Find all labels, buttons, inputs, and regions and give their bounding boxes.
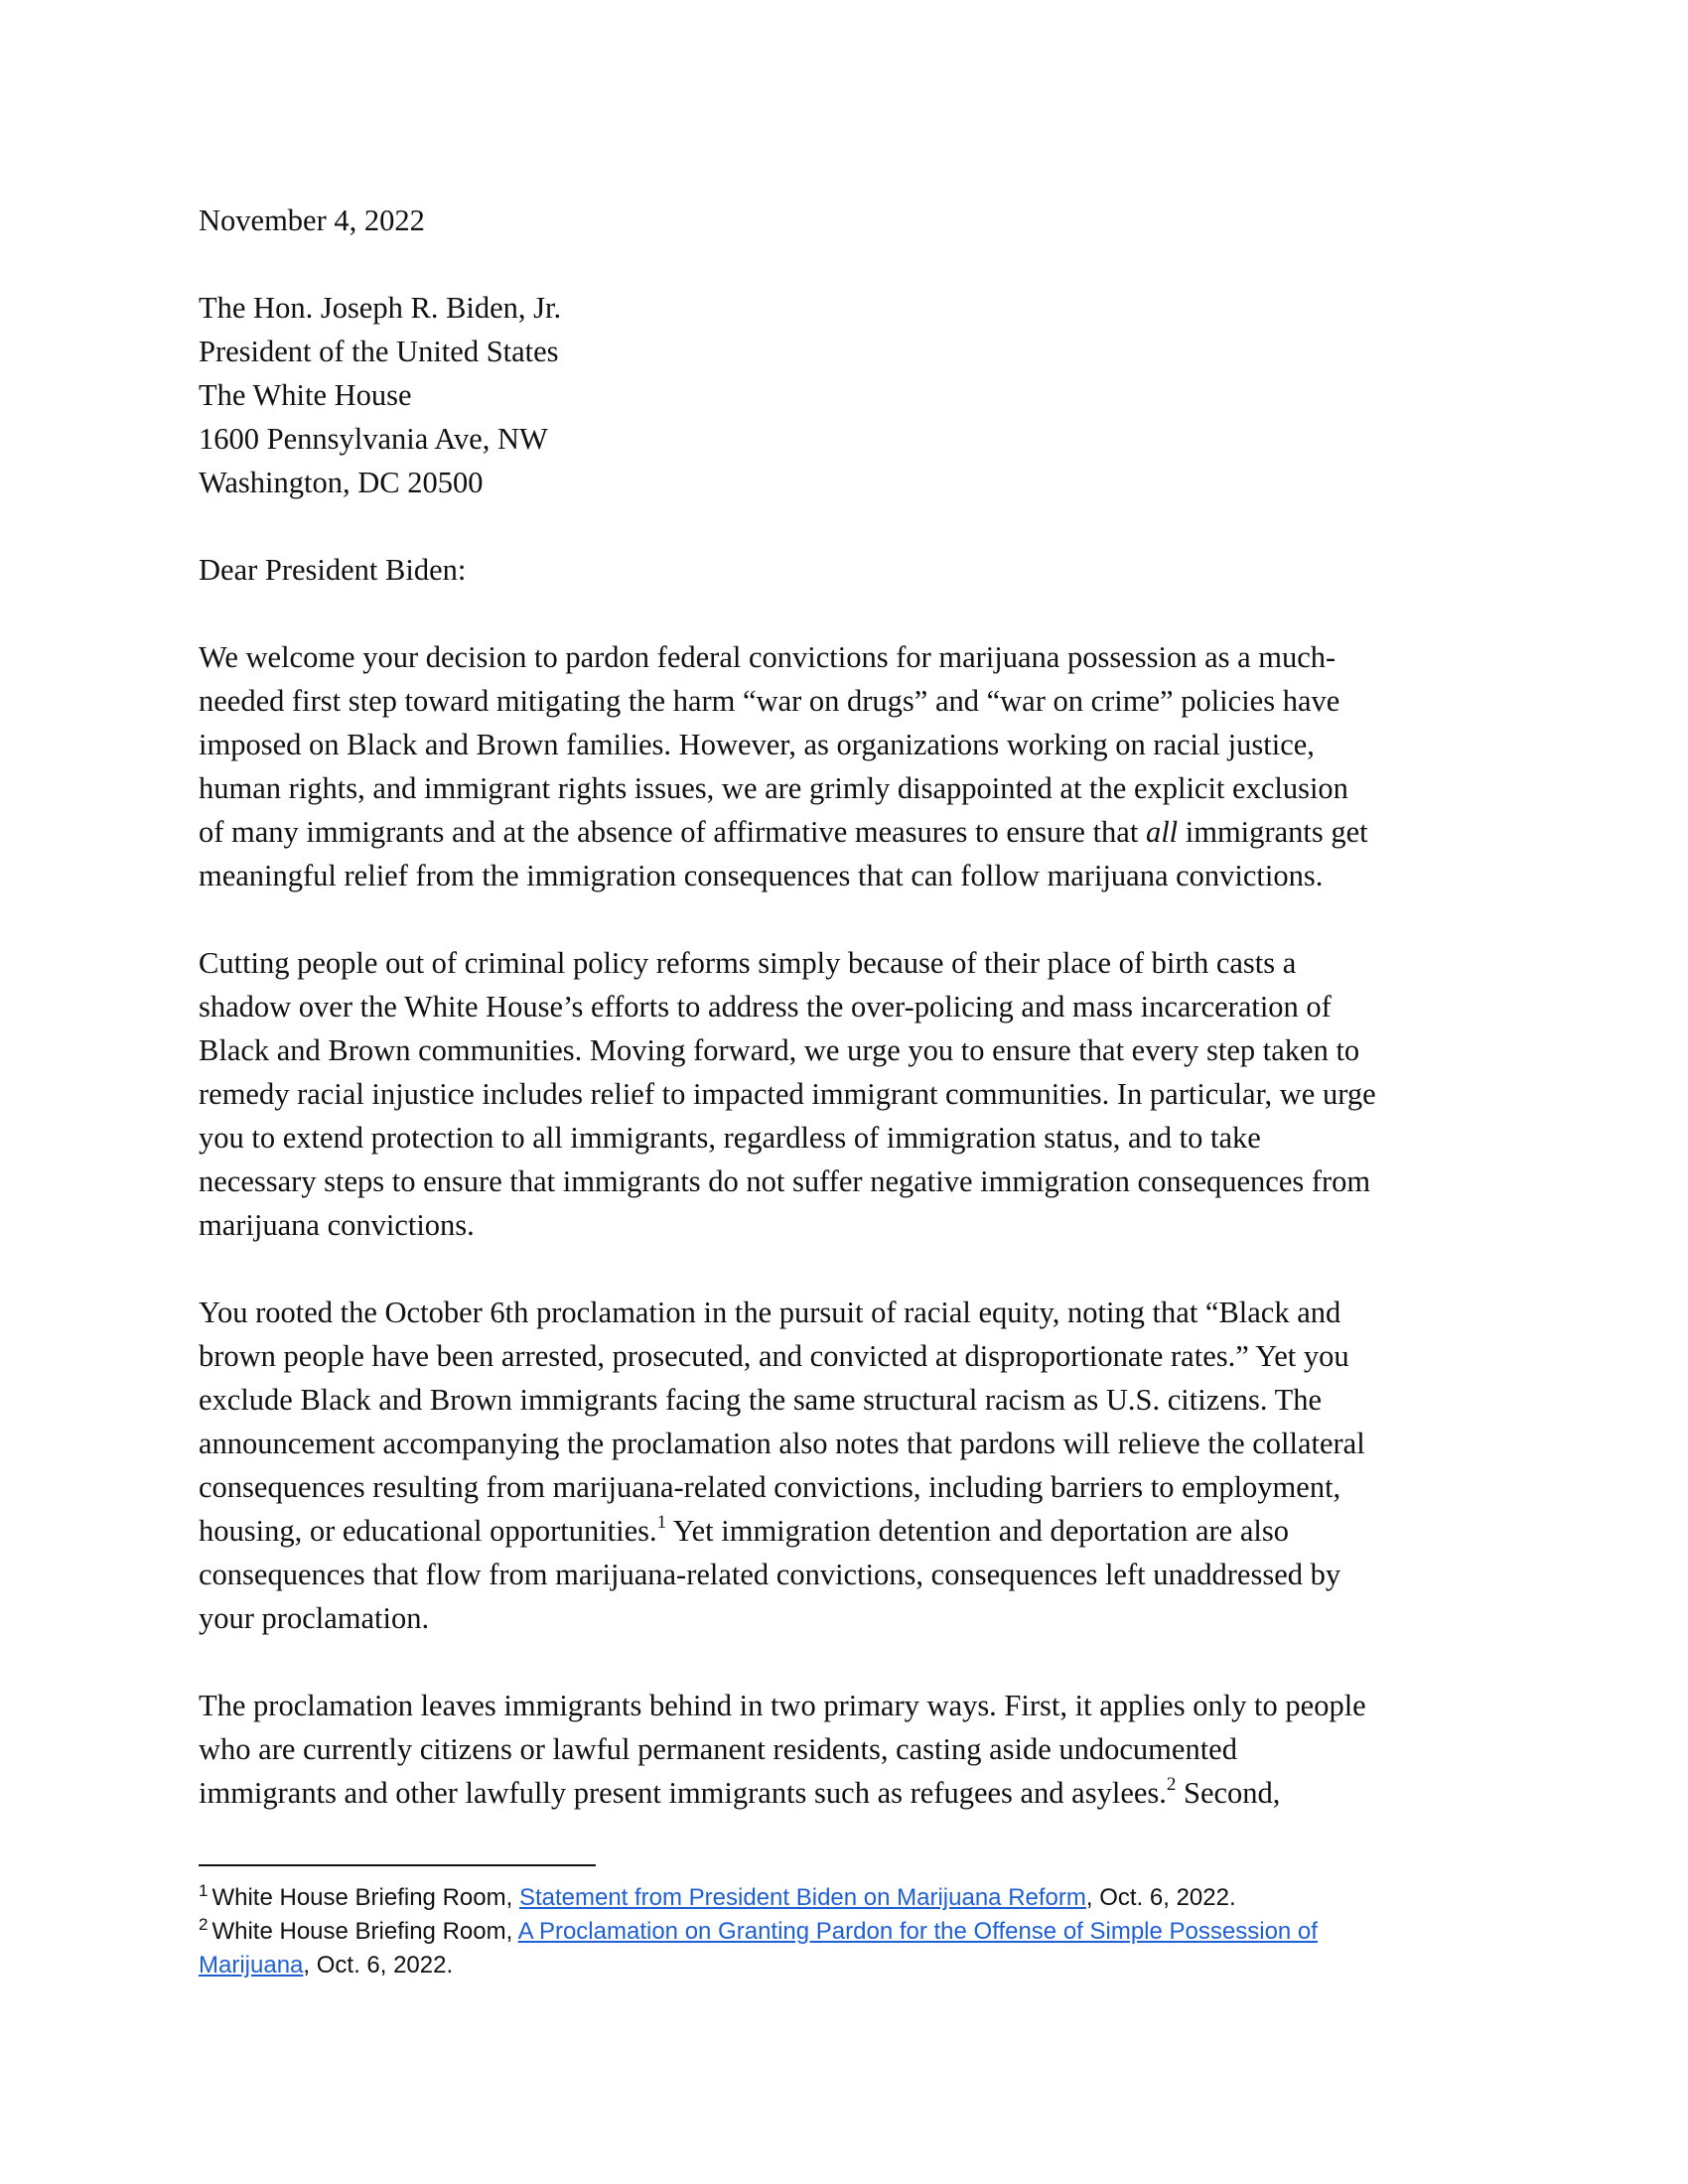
paragraph-line: remedy racial injustice includes relief to impacted immigrant communities. In particular, we urge: [199, 1077, 1376, 1111]
paragraph-line: consequences that flow from marijuana-related convictions, consequences left unaddressed by: [199, 1558, 1341, 1591]
line-text: housing, or educational opportunities.: [199, 1514, 657, 1548]
address-line-name: The Hon. Joseph R. Biden, Jr.: [199, 291, 562, 325]
paragraph-line: necessary steps to ensure that immigrants do not suffer negative immigration consequences from: [199, 1164, 1371, 1198]
footnote-2-continued: [199, 1949, 1489, 1982]
line-text: of many immigrants and at the absence of affirmative measures to ensure that: [199, 815, 1146, 849]
paragraph-line: needed first step toward mitigating the harm “war on drugs” and “war on crime” policies have: [199, 684, 1340, 718]
paragraph-1: [199, 635, 1489, 897]
paragraph-line: announcement accompanying the proclamation also notes that pardons will relieve the collateral: [199, 1427, 1365, 1460]
footnote-1: [199, 1881, 1489, 1915]
paragraph-line: [199, 810, 1489, 854]
paragraph-line: shadow over the White House’s efforts to address the over-policing and mass incarceration of: [199, 990, 1332, 1024]
footnote-number: 1: [199, 1881, 209, 1900]
paragraph-line: You rooted the October 6th proclamation in the pursuit of racial equity, noting that “Black and: [199, 1296, 1341, 1329]
paragraph-line: [199, 1509, 1489, 1553]
paragraph-2: [199, 941, 1489, 1247]
paragraph-line: imposed on Black and Brown families. However, as organizations working on racial justice,: [199, 728, 1315, 761]
footnote-date: , Oct. 6, 2022.: [303, 1952, 454, 1979]
footnote-2: [199, 1915, 1489, 1949]
footnote-link-proclamation-continued[interactable]: Marijuana: [199, 1952, 304, 1979]
letter-date: [199, 199, 1489, 242]
footnote-ref-2[interactable]: 2: [1166, 1773, 1177, 1795]
paragraph-line: meaningful relief from the immigration consequences that can follow marijuana convictions.: [199, 859, 1324, 892]
paragraph-line: human rights, and immigrant rights issues, we are grimly disappointed at the explicit exclusion: [199, 771, 1348, 805]
address-line-title: President of the United States: [199, 335, 559, 368]
line-text: Second,: [1176, 1776, 1281, 1810]
address-line-street: 1600 Pennsylvania Ave, NW: [199, 422, 548, 456]
paragraph-line: Black and Brown communities. Moving forward, we urge you to ensure that every step taken to: [199, 1033, 1360, 1067]
address-line-city: Washington, DC 20500: [199, 466, 484, 499]
paragraph-line: marijuana convictions.: [199, 1208, 475, 1242]
address-line-office: The White House: [199, 378, 412, 412]
line-text: immigrants get: [1178, 815, 1368, 849]
line-text: immigrants and other lawfully present immigrants such as refugees and asylees.: [199, 1776, 1167, 1810]
footnote-source: White House Briefing Room,: [211, 1884, 519, 1911]
salutation-line: Dear President Biden:: [199, 553, 467, 587]
paragraph-3: [199, 1291, 1489, 1640]
paragraph-line: exclude Black and Brown immigrants facing the same structural racism as U.S. citizens. The: [199, 1383, 1323, 1417]
paragraph-line: Cutting people out of criminal policy reforms simply because of their place of birth casts a: [199, 946, 1297, 980]
footnote-ref-1[interactable]: 1: [656, 1511, 667, 1533]
paragraph-line: consequences resulting from marijuana-related convictions, including barriers to employment,: [199, 1470, 1341, 1504]
line-text: Yet immigration detention and deportation are also: [666, 1514, 1289, 1548]
footnote-number: 2: [199, 1915, 209, 1934]
footnote-date: , Oct. 6, 2022.: [1085, 1884, 1236, 1911]
footnote-link-proclamation[interactable]: A Proclamation on Granting Pardon for the Offense of Simple Possession of: [517, 1918, 1318, 1945]
date-line: November 4, 2022: [199, 204, 425, 237]
paragraph-line: who are currently citizens or lawful permanent residents, casting aside undocumented: [199, 1732, 1237, 1766]
footnote-separator: [199, 1864, 596, 1866]
footnote-source: White House Briefing Room,: [211, 1918, 518, 1945]
paragraph-line: [199, 1771, 1489, 1815]
emphasis-all: all: [1145, 815, 1179, 849]
paragraph-line: We welcome your decision to pardon federal convictions for marijuana possession as a much-: [199, 640, 1336, 674]
recipient-address: [199, 286, 1489, 504]
footnotes: [199, 1881, 1489, 1982]
paragraph-line: brown people have been arrested, prosecuted, and convicted at disproportionate rates.” Yet you: [199, 1339, 1349, 1373]
paragraph-4: [199, 1684, 1489, 1815]
paragraph-line: The proclamation leaves immigrants behind in two primary ways. First, it applies only to people: [199, 1689, 1366, 1722]
footnote-link-statement[interactable]: Statement from President Biden on Marijuana Reform: [518, 1884, 1086, 1911]
paragraph-line: you to extend protection to all immigrants, regardless of immigration status, and to take: [199, 1121, 1261, 1155]
salutation: [199, 548, 1489, 592]
paragraph-line: your proclamation.: [199, 1601, 430, 1635]
